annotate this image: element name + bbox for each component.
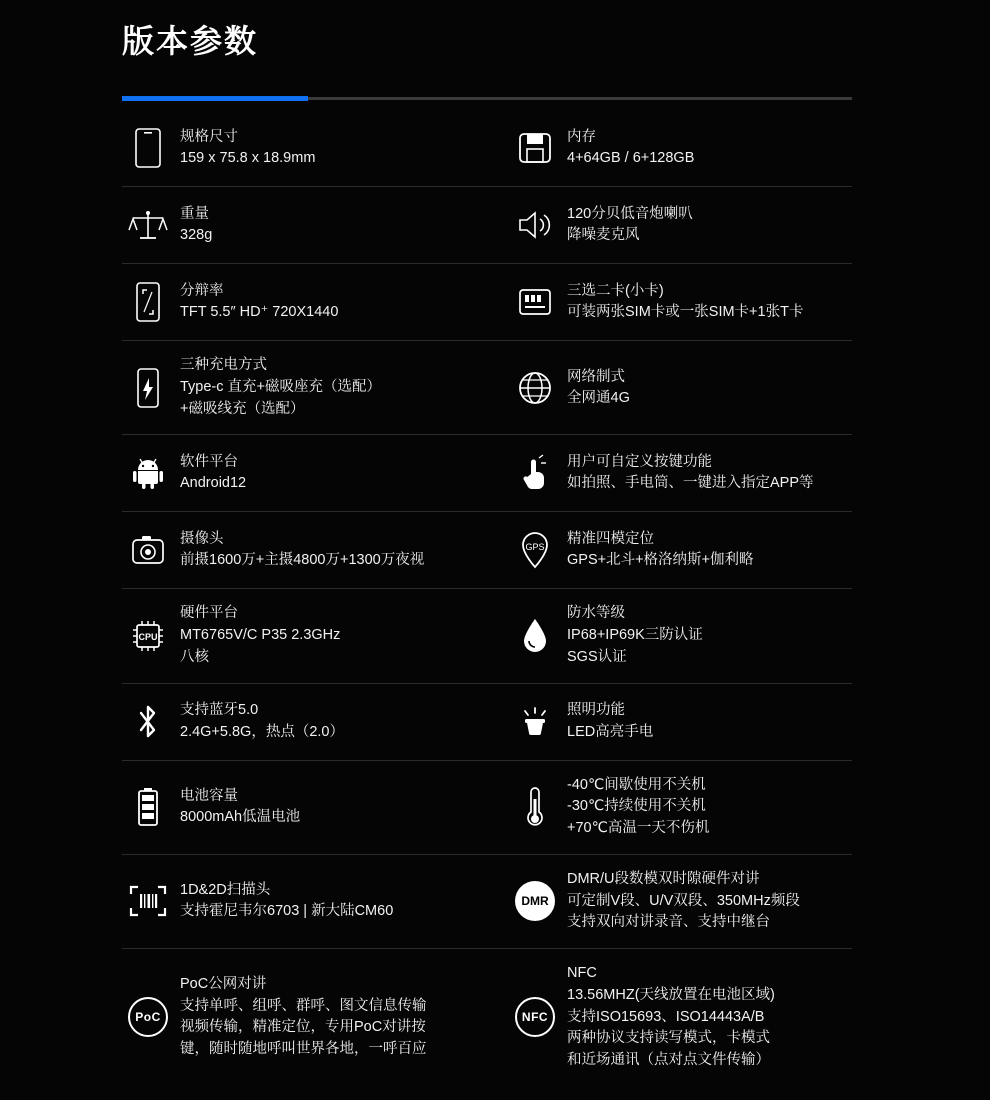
spec-value: IP68+IP69K三防认证 (567, 627, 703, 643)
spec-text (561, 529, 754, 571)
spec-item-custom-key (487, 435, 852, 511)
spec-item-waterproof (487, 589, 852, 682)
spec-item-memory (487, 110, 852, 186)
poc-badge: PoC (128, 997, 168, 1037)
spec-value: 前摄1600万+主摄4800万+1300万夜视 (180, 552, 425, 569)
spec-item-flashlight (487, 684, 852, 760)
spec-label: 软件平台 (180, 454, 238, 471)
spec-value: 支持双向对讲录音、支持中继台 (567, 914, 770, 931)
spec-item-scanner (122, 855, 487, 948)
spec-item-temperature (487, 761, 852, 854)
table-row (122, 855, 852, 949)
spec-text (174, 700, 344, 742)
table-row (122, 512, 852, 589)
spec-label: 网络制式 (567, 368, 625, 385)
spec-item-bluetooth (122, 684, 487, 760)
spec-item-dimensions (122, 110, 487, 186)
spec-value: Android12 (180, 475, 247, 492)
spec-text (561, 775, 709, 840)
cpu-icon (122, 612, 174, 660)
bluetooth-icon (122, 698, 174, 746)
spec-text (561, 700, 653, 742)
spec-value: MT6765V/C P35 2.3GHz (180, 627, 341, 643)
spec-value: 159 x 75.8 x 18.9mm (180, 150, 316, 166)
spec-item-os (122, 435, 487, 511)
spec-value: 可装两张SIM卡或一张SIM卡+1张T卡 (567, 304, 804, 320)
spec-label: 精准四模定位 (567, 531, 654, 548)
spec-text (561, 963, 775, 1072)
spec-item-chipset (122, 589, 487, 682)
spec-value: 2.4G+5.8G，热点（2.0） (180, 723, 344, 740)
spec-label: 防水等级 (567, 605, 625, 622)
spec-item-poc (122, 949, 487, 1086)
charging-icon (122, 364, 174, 412)
sim-tray-icon (509, 278, 561, 326)
spec-value: 4+64GB / 6+128GB (567, 150, 695, 166)
nfc-icon (509, 993, 561, 1041)
spec-label: 支持蓝牙5.0 (180, 702, 259, 719)
gps-pin-icon (509, 526, 561, 574)
spec-value: 和近场通讯（点对点文件传输） (567, 1052, 770, 1068)
thermometer-icon (509, 783, 561, 831)
spec-label: 重量 (180, 205, 209, 222)
spec-item-dmr (487, 855, 852, 948)
spec-text (561, 367, 630, 409)
memory-chip-icon (509, 124, 561, 172)
spec-item-speaker (487, 187, 852, 263)
battery-icon (122, 783, 174, 831)
spec-value: GPS+北斗+格洛纳斯+伽利略 (567, 552, 754, 569)
nfc-badge: NFC (515, 997, 555, 1037)
water-drop-icon (509, 612, 561, 660)
spec-label: 用户可自定义按键功能 (567, 454, 712, 471)
spec-text (561, 869, 800, 934)
spec-value: Type-c 直充+磁吸座充（选配） (180, 378, 382, 395)
spec-text (174, 529, 424, 571)
screen-resolution-icon (122, 278, 174, 326)
spec-item-sim (487, 264, 852, 340)
spec-label: DMR/U段数模双时隙硬件对讲 (567, 870, 760, 887)
spec-label: 1D&2D扫描头 (180, 882, 271, 899)
spec-text (561, 452, 814, 494)
spec-text (561, 281, 803, 323)
table-row (122, 264, 852, 341)
spec-text (561, 603, 703, 668)
table-row (122, 110, 852, 187)
spec-text (174, 786, 300, 828)
spec-value: TFT 5.5″ HD⁺ 720X1440 (180, 304, 339, 320)
spec-label: NFC (567, 965, 597, 981)
table-row (122, 684, 852, 761)
hand-tap-icon (509, 449, 561, 497)
spec-item-nfc (487, 949, 852, 1086)
spec-text (174, 204, 212, 246)
android-icon (122, 449, 174, 497)
poc-icon (122, 993, 174, 1041)
spec-label: 分辩率 (180, 282, 224, 299)
spec-value: 全网通4G (567, 389, 630, 406)
spec-value: +70℃高温一天不伤机 (567, 820, 710, 836)
barcode-scan-icon (122, 877, 174, 925)
title-divider (122, 97, 852, 100)
spec-value: -30℃持续使用不关机 (567, 798, 706, 815)
spec-label: 内存 (567, 128, 596, 145)
table-row (122, 589, 852, 683)
spec-value: 视频传输，精准定位，专用PoC对讲按 (180, 1019, 426, 1036)
spec-text (174, 880, 393, 922)
spec-text (174, 127, 315, 169)
spec-value: 两种协议支持读写模式，卡模式 (567, 1030, 770, 1047)
spec-item-network (487, 341, 852, 434)
spec-value: LED高亮手电 (567, 723, 654, 740)
table-row (122, 341, 852, 435)
spec-label: PoC公网对讲 (180, 975, 267, 992)
spec-value: 可定制V段、U/V双段、350MHz频段 (567, 892, 800, 909)
spec-value: SGS认证 (567, 648, 627, 665)
spec-value: 键，随时随地呼叫世界各地，一呼百应 (180, 1041, 427, 1058)
spec-label: 摄像头 (180, 531, 224, 548)
camera-icon (122, 526, 174, 574)
spec-label: -40℃间歇使用不关机 (567, 776, 706, 793)
spec-value: 支持霍尼韦尔6703 | 新大陆CM60 (180, 903, 394, 920)
svg-text:CPU: CPU (138, 631, 158, 642)
dmr-badge: DMR (515, 881, 555, 921)
spec-value: 支持单呼、组呼、群呼、图文信息传输 (180, 997, 427, 1014)
spec-value: 如拍照、手电筒、一键进入指定APP等 (567, 475, 814, 492)
phone-icon (122, 124, 174, 172)
spec-label: 电池容量 (180, 788, 238, 805)
flashlight-icon (509, 698, 561, 746)
globe-icon (509, 364, 561, 412)
title-divider-accent (122, 96, 308, 101)
table-row (122, 761, 852, 855)
spec-label: 三选二卡(小卡) (567, 282, 664, 299)
spec-item-charging (122, 341, 487, 434)
spec-text (174, 281, 338, 323)
spec-item-weight (122, 187, 487, 263)
spec-text (561, 204, 693, 246)
spec-label: 120分贝低音炮喇叭 (567, 205, 693, 222)
spec-item-positioning (487, 512, 852, 588)
spec-value: 8000mAh低温电池 (180, 809, 301, 826)
spec-text (561, 127, 694, 169)
speaker-icon (509, 201, 561, 249)
spec-item-battery (122, 761, 487, 854)
spec-text (174, 603, 340, 668)
spec-value: 降噪麦克风 (567, 227, 640, 243)
svg-text:GPS: GPS (525, 542, 545, 553)
spec-label: 规格尺寸 (180, 128, 238, 145)
table-row (122, 949, 852, 1086)
page-title: 版本参数 (122, 23, 259, 59)
spec-value: 13.56MHZ(天线放置在电池区域) (567, 986, 775, 1003)
spec-label: 三种充电方式 (180, 357, 267, 373)
scale-icon (122, 201, 174, 249)
spec-label: 照明功能 (567, 702, 625, 719)
spec-value: 八核 (180, 648, 209, 665)
spec-value: +磁吸线充（选配） (180, 400, 305, 417)
table-row (122, 187, 852, 264)
spec-value: 支持ISO15693、ISO14443A/B (567, 1008, 765, 1025)
spec-grid (122, 110, 852, 1086)
table-row (122, 435, 852, 512)
spec-item-resolution (122, 264, 487, 340)
spec-text (174, 355, 381, 420)
spec-text (174, 974, 427, 1061)
spec-label: 硬件平台 (180, 605, 238, 622)
dmr-icon (509, 877, 561, 925)
spec-value: 328g (180, 227, 213, 243)
spec-text (174, 452, 246, 494)
spec-item-camera (122, 512, 487, 588)
